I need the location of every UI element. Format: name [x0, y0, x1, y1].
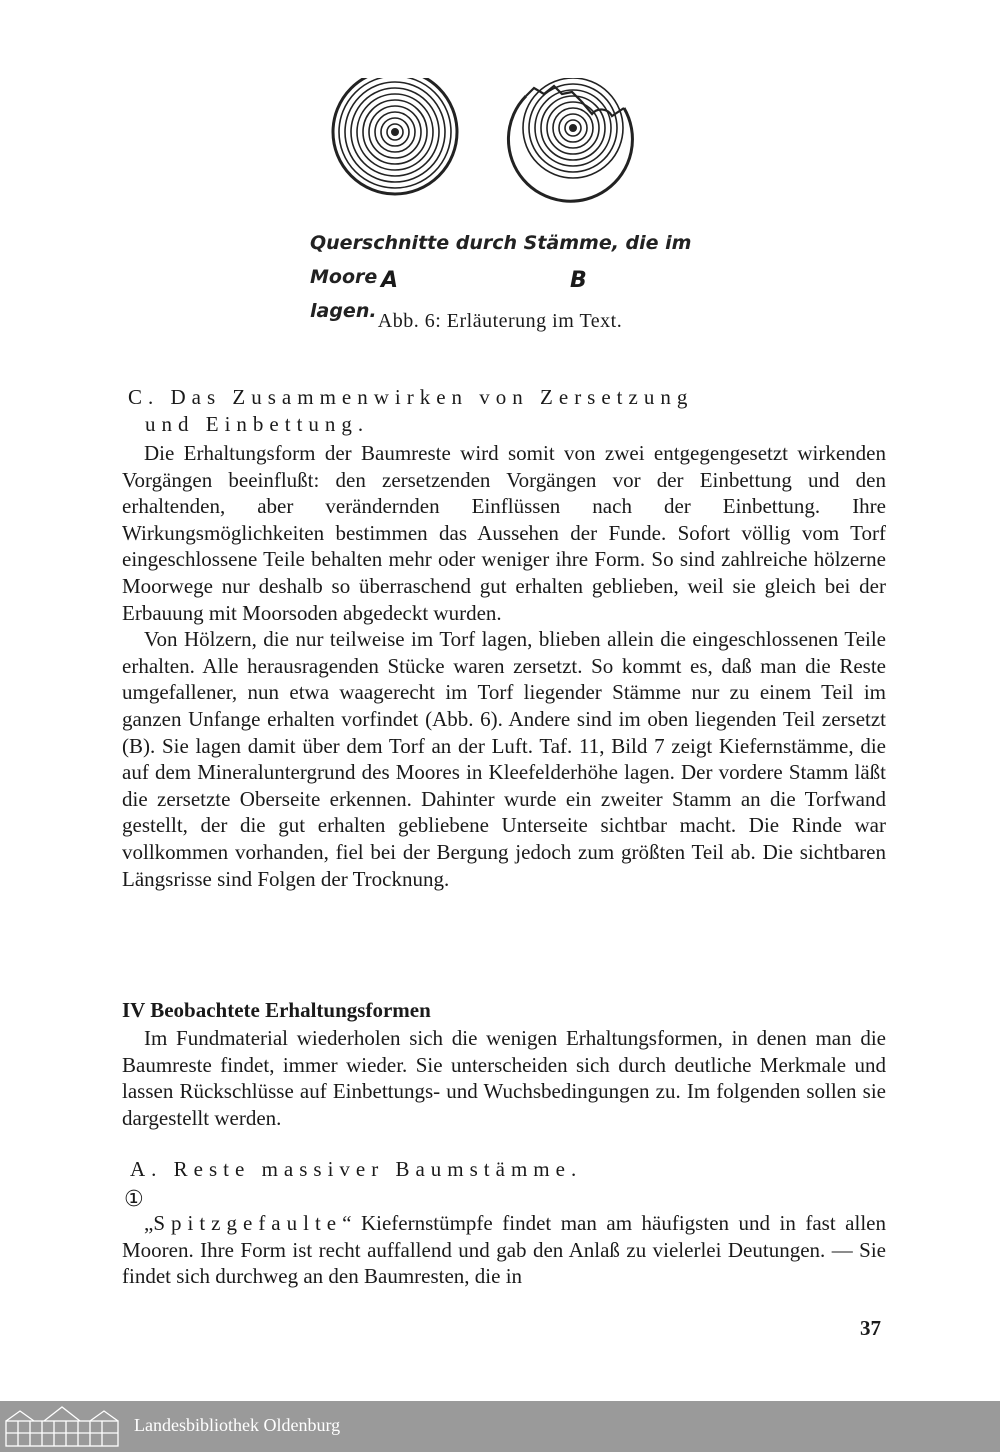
figure-label-b: B: [570, 268, 587, 293]
cross-section-a: [333, 78, 457, 194]
library-building-icon: [0, 1405, 125, 1448]
quote-open: „: [144, 1211, 154, 1235]
quote-close: “: [342, 1211, 352, 1235]
section-a-body: [122, 1210, 886, 1290]
section-c-heading-line-2: und Einbettung.: [145, 411, 370, 436]
page-number: 37: [860, 1316, 881, 1340]
spaced-term: Spitzgefaulte: [153, 1211, 343, 1235]
section-iv-paragraph: Im Fundmaterial wiederholen sich die wenigen Erhaltungsformen, in denen man die Baumreste findet, immer wieder. Sie unterscheiden sich durch deutliche Merkmale und lassen Rückschlüsse auf Einbettungs- und Wuchsbedingungen zu. Im folgenden sollen sie dargestellt werden.: [122, 1026, 886, 1130]
section-c-heading: [128, 384, 693, 437]
section-c-paragraph-2: Von Hölzern, die nur teilweise im Torf lagen, blieben allein die eingeschlossenen Teile erhalten. Alle herausragenden Stücke waren zersetzt. So kommt es, daß man die Reste umgefallener, nun etwa waagerecht im Torf liegender Stämme nur zu einem Teil im ganzen Unfange erhalten vorfindet (Abb. 6). Andere sind im oben liegenden Teil zersetzt (B). Sie lagen damit über dem Torf an der Luft. Taf. 11, Bild 7 zeigt Kiefernstämme, die auf dem Mineraluntergrund des Moores in Kleefelderhöhe lagen. Der vordere Stamm läßt die zersetzte Oberseite erkennen. Dahinter wurde ein zweiter Stamm an die Torfwand gestellt, der die gut erhalten gebliebene Unterseite sichtbar macht. Die Rinde war vollkommen vorhanden, fiel bei der Bergung jedoch zum größten Teil ab. Die sichtbaren Längsrisse sind Folgen der Trocknung.: [122, 627, 886, 891]
library-brand-name: Landesbibliothek Oldenburg: [134, 1415, 341, 1435]
cross-section-b: [508, 78, 632, 201]
handwritten-line-2: lagen.: [310, 300, 377, 322]
section-a-heading: A. Reste massiver Baumstämme.: [130, 1157, 583, 1181]
handwritten-line-1: Querschnitte durch Stämme, die im Moore: [310, 232, 692, 288]
section-iv-body: [122, 1025, 886, 1131]
section-iv-heading: IV Beobachtete Erhaltungsformen: [122, 998, 431, 1022]
figure-caption: Abb. 6: Erläuterung im Text.: [377, 310, 623, 332]
circled-number-marker: ①: [124, 1187, 144, 1212]
section-a-paragraph: [122, 1210, 886, 1290]
section-a-text: Kiefernstümpfe findet man am häufigsten und in fast allen Mooren. Ihre Form ist recht auffallend und gab den Anlaß zu vielerlei Deutungen. — Sie findet sich durchweg an den Baumresten, die in: [122, 1211, 886, 1289]
section-c-heading-line-1: C. Das Zusammenwirken von Zersetzung: [128, 385, 694, 409]
library-footer-bar: [0, 1401, 1000, 1452]
section-c-paragraph-1: Die Erhaltungsform der Baumreste wird somit von zwei entgegengesetzt wirkenden Vorgängen beeinflußt: den zersetzenden Vorgängen vor der Einbettung und den erhaltenden, aber verändernden Einflüssen nach der Einbettung. Ihre Wirkungsmöglichkeiten bestimmen das Aussehen der Funde. Sofort völlig vom Torf eingeschlossene Teile behalten mehr oder weniger ihre Form. So sind zahlreiche hölzerne Moorwege nur deshalb so überraschend gut erhalten geblieben, weil sie gleich bei der Erbauung mit Moorsoden abgedeckt wurden.: [122, 441, 886, 625]
figure-label-a: A: [381, 268, 399, 293]
section-c-body: [122, 440, 886, 892]
